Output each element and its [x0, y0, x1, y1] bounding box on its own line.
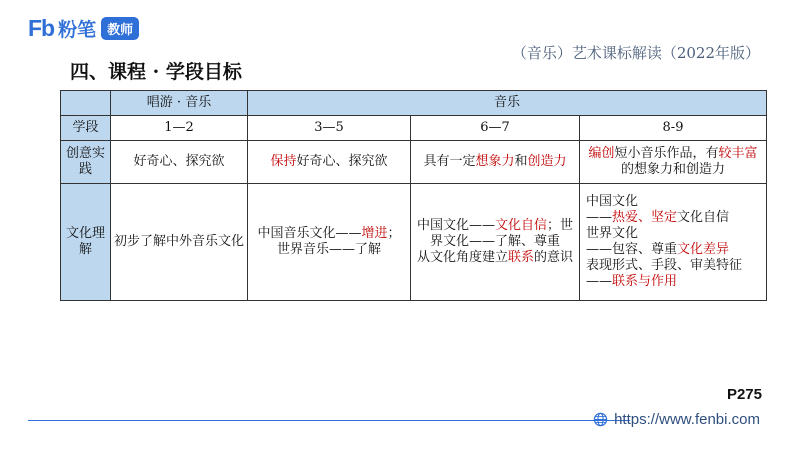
creative-cell-2: [248, 141, 411, 184]
highlight-text: 文化自信: [494, 218, 547, 233]
cell-text: 中国文化——: [416, 218, 495, 233]
cell-text: 文化自信: [677, 210, 730, 225]
culture-cell-1: 初步了解中外音乐文化: [111, 184, 248, 301]
fenbi-logo: [28, 14, 139, 42]
cell-text: 的想象力和创造力: [621, 162, 726, 177]
cell-text: 具有一定: [423, 154, 476, 169]
cell-text: ；世界文化——了解、尊重: [429, 218, 574, 249]
highlight-text: 保持: [270, 154, 297, 169]
highlight-text: 文化差异: [677, 242, 730, 257]
page-number: P275: [726, 386, 762, 403]
cell-text: 短小音乐作品，有: [614, 146, 719, 161]
cell-text: 和: [514, 154, 528, 169]
footer-website: [593, 411, 760, 428]
footer-divider: [28, 420, 630, 421]
grade-cell-1: 1—2: [111, 116, 248, 141]
cell-text: 世界文化: [586, 226, 639, 241]
row-label-grade: 学段: [61, 116, 111, 141]
table-row-creative: [61, 141, 767, 184]
cell-text: 从文化角度建立: [416, 250, 508, 265]
culture-cell-4: [580, 184, 767, 301]
cell-text: 好奇心、探究欲: [296, 154, 388, 169]
cell-text: 中国文化: [586, 194, 639, 209]
goals-table-wrapper: [60, 90, 766, 301]
highlight-text: 创造力: [527, 154, 567, 169]
logo-teacher-badge: 教师: [101, 17, 139, 40]
website-url: https://www.fenbi.com: [614, 411, 760, 428]
highlight-text: 编创: [588, 146, 615, 161]
logo-fb-mark: Fb: [28, 14, 55, 41]
table-row-culture: [61, 184, 767, 301]
row-label-creative: 创意实践: [61, 141, 111, 184]
goals-table: [60, 90, 767, 301]
highlight-text: 热爱、坚定: [612, 210, 678, 225]
cell-text: ——: [586, 210, 612, 225]
cell-text: 的意识: [534, 250, 574, 265]
culture-cell-2: [248, 184, 411, 301]
cell-text: 表现形式、手段、审美特征: [586, 258, 743, 273]
table-header-row: [61, 91, 767, 116]
cell-text: ——包容、尊重: [586, 242, 678, 257]
header-group-b: 音乐: [248, 91, 767, 116]
globe-icon: [593, 412, 608, 427]
section-title: 四、课程 · 学段目标: [70, 61, 242, 83]
highlight-text: 增进: [361, 226, 388, 241]
document-subtitle: （音乐）艺术课标解读（2022年版）: [511, 44, 760, 62]
grade-cell-3: 6—7: [411, 116, 580, 141]
cell-text: ——: [586, 274, 612, 289]
grade-cell-2: 3—5: [248, 116, 411, 141]
header-group-a: 唱游 · 音乐: [111, 91, 248, 116]
highlight-text: 联系与作用: [612, 274, 678, 289]
creative-cell-3: [411, 141, 580, 184]
table-row-grade: [61, 116, 767, 141]
creative-cell-1: 好奇心、探究欲: [111, 141, 248, 184]
row-label-culture: 文化理解: [61, 184, 111, 301]
highlight-text: 想象力: [475, 154, 515, 169]
grade-cell-4: 8-9: [580, 116, 767, 141]
header-blank-cell: [61, 91, 111, 116]
logo-brand-text: 粉笔: [58, 18, 97, 41]
highlight-text: 较丰富: [718, 146, 758, 161]
highlight-text: 联系: [507, 250, 534, 265]
cell-text: ；世界音乐——了解: [276, 226, 401, 257]
culture-cell-3: [411, 184, 580, 301]
creative-cell-4: [580, 141, 767, 184]
cell-text: 中国音乐文化——: [257, 226, 362, 241]
